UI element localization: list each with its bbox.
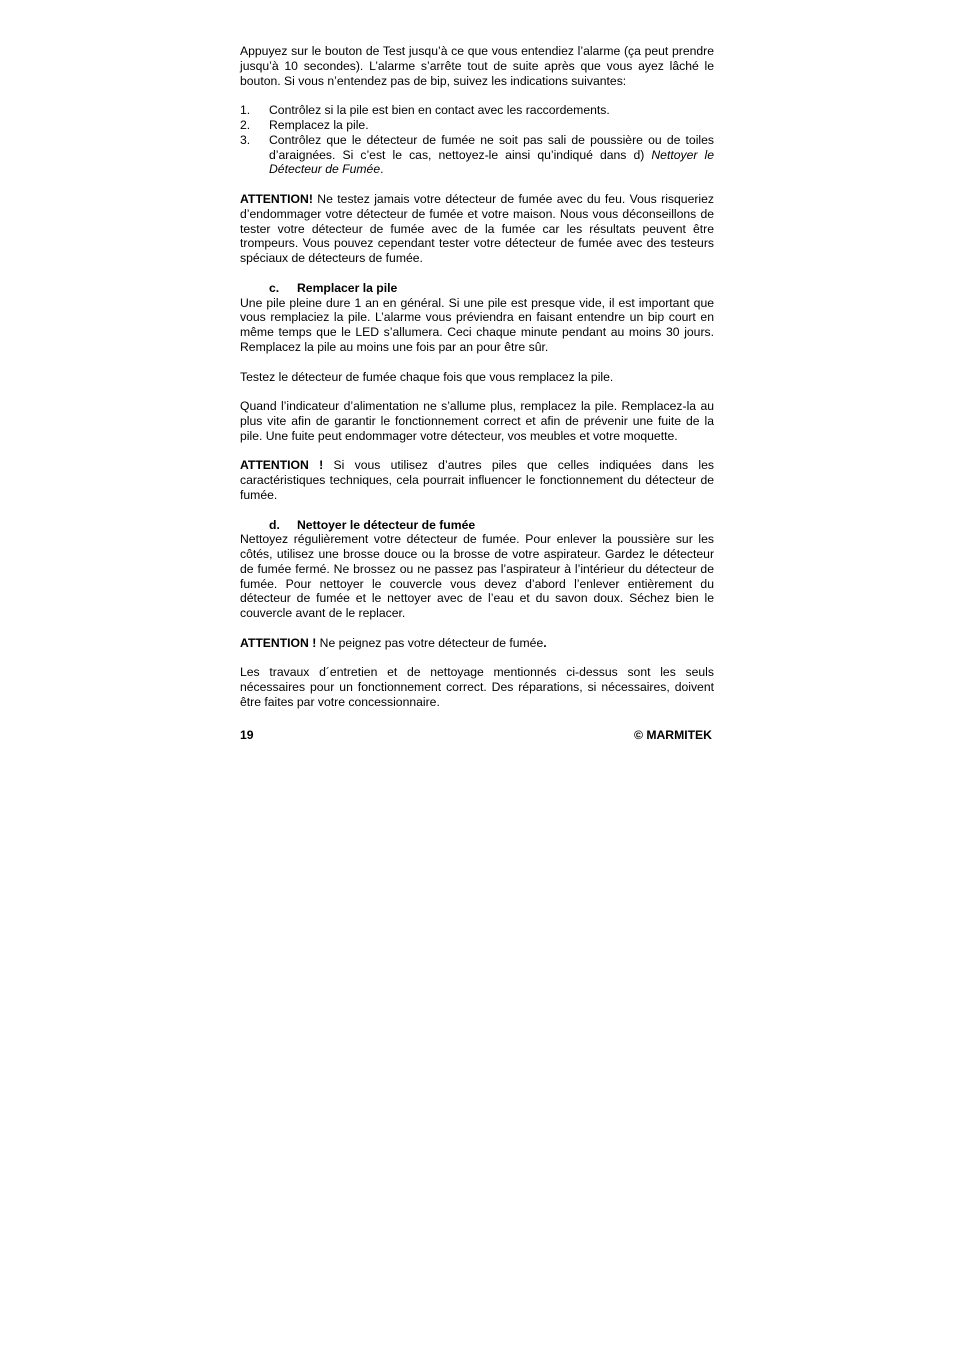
attention-end: . [543,635,547,650]
attention-paint-warning [240,636,714,651]
list-text: Remplacez la pile. [269,117,369,132]
section-letter: d. [269,517,280,532]
section-heading-replace-battery [240,281,714,296]
attention-label: ATTENTION ! [240,635,317,650]
attention-battery-warning [240,458,714,502]
list-text-end: . [380,162,384,177]
document-body [240,44,714,710]
cross-reference: Nettoyer le Détecteur de Fumée [269,147,714,177]
list-text: Contrôlez si la pile est bien en contact avec les raccordements. [269,103,610,118]
attention-text: Ne testez jamais votre détecteur de fumée avec du feu. Vous risqueriez d’endommager votre détecteur de fumée et votre maison. Nous vous déconseillons de tester votre détecteur de fumée avec de la fumée car les résultats peuvent être trompeurs. Vous pouvez cependant tester votre détecteur de fumée avec des testeurs spéciaux de détecteurs de fumée. [240,191,714,266]
attention-label: ATTENTION ! [240,458,324,473]
list-item [240,133,714,177]
attention-text: Si vous utilisez d’autres piles que celles indiquées dans les caractéristiques techniques, cela pourrait influencer le fonctionnement du détecteur de fumée. [240,458,715,502]
list-number: 1. [240,103,251,118]
list-item [240,118,714,133]
list-number: 3. [240,132,251,147]
list-text: Contrôlez que le détecteur de fumée ne soit pas sali de poussière ou de toiles d’araignées. Si c’est le cas, nettoyez-le ainsi qu’indiqué dans d) [269,132,714,162]
copyright: © MARMITEK [633,728,712,742]
section-heading-clean-detector [240,518,714,533]
list-number: 2. [240,117,251,132]
checklist [240,103,714,177]
attention-label: ATTENTION! [240,191,313,206]
list-item [240,103,714,118]
attention-text: Ne peignez pas votre détecteur de fumée [316,635,544,650]
battery-paragraph: Une pile pleine dure 1 an en général. Si une pile est presque vide, il est important que vous remplaciez la pile. L’alarme vous préviendra en faisant entendre un bip court en même temps que le LED s’allumera. Ceci chaque minute pendant au moins 30 jours. Remplacez la pile au moins une fois par an pour être sûr. [240,295,714,354]
section-title: Remplacer la pile [297,280,398,295]
intro-paragraph: Appuyez sur le bouton de Test jusqu’à ce que vous entendiez l’alarme (ça peut prendre jusqu’à 10 secondes). L’alarme s’arrête tout de suite après que vous ayez lâché le bouton. Si vous n’entendez pas de bip, suivez les indications suivantes: [240,44,714,88]
battery-test-paragraph: Testez le détecteur de fumée chaque fois que vous remplacez la pile. [240,369,614,384]
section-letter: c. [269,280,280,295]
section-title: Nettoyer le détecteur de fumée [297,517,476,532]
battery-indicator-paragraph: Quand l’indicateur d’alimentation ne s’allume plus, remplacez la pile. Remplacez-la au plus vite afin de garantir le fonctionnement correct et afin de prévenir une fuite de la pile. Une fuite peut endommager votre détecteur, vos meubles et votre moquette. [240,399,714,443]
attention-fire-warning [240,192,714,266]
closing-paragraph: Les travaux d´entretien et de nettoyage mentionnés ci-dessus sont les seuls nécessaires pour un fonctionnement correct. Des réparations, si nécessaires, doivent être faites par votre concessionnaire. [240,665,714,710]
page-number: 19 [240,728,254,742]
cleaning-paragraph: Nettoyez régulièrement votre détecteur de fumée. Pour enlever la poussière sur les côtés, utilisez une brosse douce ou la brosse de votre aspirateur. Gardez le détecteur de fumée fermé. Ne brossez ou ne passez pas l’aspirateur à l’intérieur du détecteur de fumée. Pour nettoyer le couvercle vous devez d’abord l’enlever entièrement du détecteur de fumée et le nettoyer avec de l’eau et du savon doux. Séchez bien le couvercle avant de le replacer. [240,532,714,621]
